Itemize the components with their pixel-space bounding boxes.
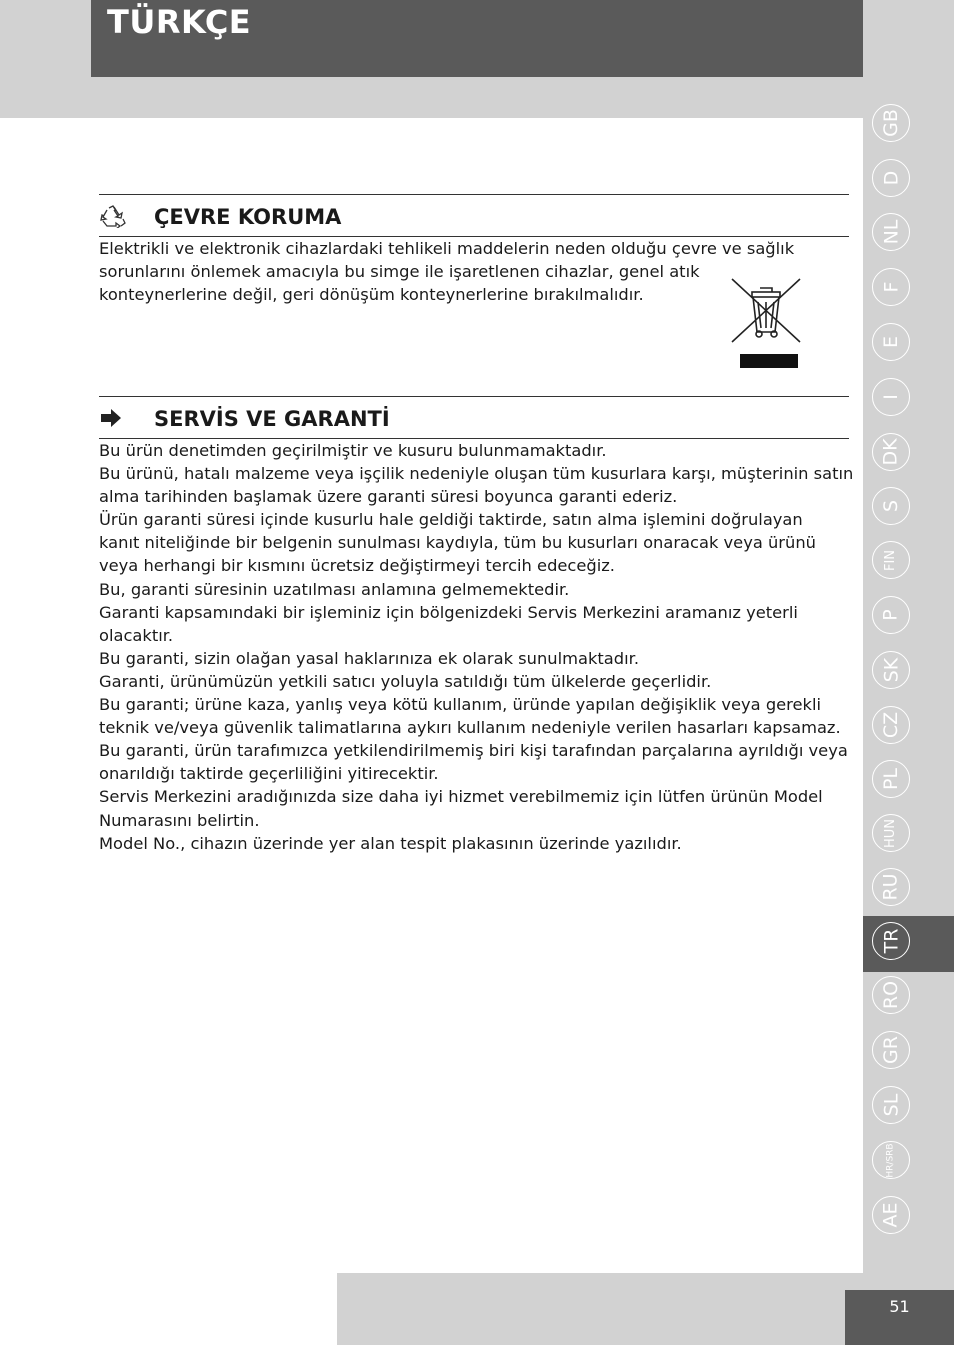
paragraph-line: veya herhangi bir kısmını ücretsiz değiştirmeyi tercih edeceğiz. (99, 556, 615, 576)
paragraph-line: kanıt niteliğinde bir belgenin sunulması kaydıyla, tüm bu kusurları onaracak veya ürünü (99, 533, 816, 553)
tab-label: CZ (879, 711, 902, 739)
paragraph-line: Bu, garanti süresinin uzatılması anlamına gelmemektedir. (99, 579, 570, 599)
paragraph-line: Bu garanti, ürün tarafımızca yetkilendirilmemiş biri kişi tarafından parçalarına ayrıldığı veya (99, 741, 848, 761)
tab-i[interactable] (872, 378, 910, 416)
section-header (99, 396, 849, 439)
tab-label: F (880, 281, 902, 293)
tab-ae[interactable] (872, 1196, 910, 1234)
tab-label: RO (879, 980, 902, 1010)
tab-hr-srb[interactable] (872, 1141, 910, 1179)
paragraph-line: Bu garanti; ürüne kaza, yanlış veya kötü kullanım, üründe yapılan değişiklik veya gerekli (99, 695, 822, 715)
section-header (99, 194, 849, 237)
tab-label: NL (880, 219, 902, 245)
page-number: 51 (889, 1297, 910, 1316)
tab-fin[interactable] (872, 541, 910, 579)
tab-label: AE (879, 1202, 902, 1228)
tab-s[interactable] (872, 487, 910, 525)
tab-d[interactable] (872, 159, 910, 197)
section-title: ÇEVRE KORUMA (154, 205, 342, 229)
paragraph-line: Numarasını belirtin. (99, 810, 260, 830)
tab-label: HR/SRB (885, 1142, 896, 1178)
paragraph-line: konteynerlerine değil, geri dönüşüm konteynerlerine bırakılmalıdır. (99, 285, 644, 305)
paragraph-line: onarıldığı taktirde geçerliliğini yitirecektir. (99, 764, 439, 784)
paragraph-line: Ürün garanti süresi içinde kusurlu hale geldiği taktirde, satın alma işlemini doğrulayan (99, 510, 803, 530)
tab-label: RU (879, 873, 902, 901)
paragraph-line: Bu ürünü, hatalı malzeme veya işçilik nedeniyle oluşan tüm kusurlara karşı, müşterinin satın (99, 464, 854, 484)
section-service-warranty (99, 396, 854, 855)
tab-label: GR (880, 1036, 902, 1064)
tab-label: D (879, 170, 902, 186)
tab-ru[interactable] (872, 868, 910, 906)
tab-label: S (880, 499, 902, 513)
paragraph-line: Bu garanti, sizin olağan yasal haklarınıza ek olarak sunulmaktadır. (99, 648, 639, 668)
tab-nl[interactable] (872, 213, 910, 251)
tab-e[interactable] (872, 323, 910, 361)
tab-sl[interactable] (872, 1086, 910, 1124)
paragraph-line: Garanti kapsamındaki bir işleminiz için bölgenizdeki Servis Merkezini aramanız yeterli (99, 602, 798, 622)
tab-ro[interactable] (872, 976, 910, 1014)
section-title: SERVİS VE GARANTİ (154, 407, 390, 431)
page-number-box (845, 1290, 954, 1345)
tab-label: PL (879, 767, 902, 791)
tab-label: FIN (883, 549, 899, 571)
tab-label: I (879, 394, 902, 400)
tab-dk[interactable] (872, 433, 910, 471)
tab-p[interactable] (872, 596, 910, 634)
recycle-icon (99, 204, 129, 228)
tab-label: TR (880, 928, 902, 954)
tab-label: DK (880, 438, 902, 466)
tab-label: P (880, 609, 902, 621)
crossed-out-bin-icon (728, 276, 804, 370)
tab-hun[interactable] (872, 814, 910, 852)
paragraph-line: Garanti, ürünümüzün yetkili satıcı yoluyla satıldığı tüm ülkelerde geçerlidir. (99, 671, 712, 691)
tab-f[interactable] (872, 268, 910, 306)
page-title: TÜRKÇE (107, 3, 252, 41)
paragraph-line: teknik ve/veya güvenlik talimatlarına aykırı kullanım nedeniyle verilen hasarları kapsamaz. (99, 718, 841, 738)
tab-label: GB (879, 109, 902, 137)
paragraph-line: Model No., cihazın üzerinde yer alan tespit plakasının üzerinde yazılıdır. (99, 833, 682, 853)
arrow-right-icon (99, 406, 129, 430)
tab-sk[interactable] (872, 651, 910, 689)
header-band (91, 0, 863, 77)
paragraph-line: alma tarihinden başlamak üzere garanti süresi boyunca garanti ederiz. (99, 487, 678, 507)
tab-gb[interactable] (872, 104, 910, 142)
tab-cz[interactable] (872, 706, 910, 744)
tab-label: E (879, 335, 902, 349)
tab-gr[interactable] (872, 1031, 910, 1069)
paragraph-line: sorunlarını önlemek amacıyla bu simge ile işaretlenen cihazlar, genel atık (99, 262, 700, 282)
tab-label: SK (880, 657, 902, 683)
tab-label: SL (880, 1093, 902, 1117)
paragraph-line: olacaktır. (99, 625, 174, 645)
footer-panel (0, 1273, 337, 1345)
tab-label: HUN (883, 818, 899, 848)
paragraph-line: Elektrikli ve elektronik cihazlardaki tehlikeli maddelerin neden olduğu çevre ve sağlık (99, 239, 795, 258)
tab-tr[interactable] (872, 922, 910, 960)
tab-pl[interactable] (872, 760, 910, 798)
paragraph-line: Servis Merkezini aradığınızda size daha iyi hizmet verebilmemiz için lütfen ürünün Model (99, 787, 823, 807)
paragraph-line: Bu ürün denetimden geçirilmiştir ve kusuru bulunmamaktadır. (99, 441, 607, 460)
